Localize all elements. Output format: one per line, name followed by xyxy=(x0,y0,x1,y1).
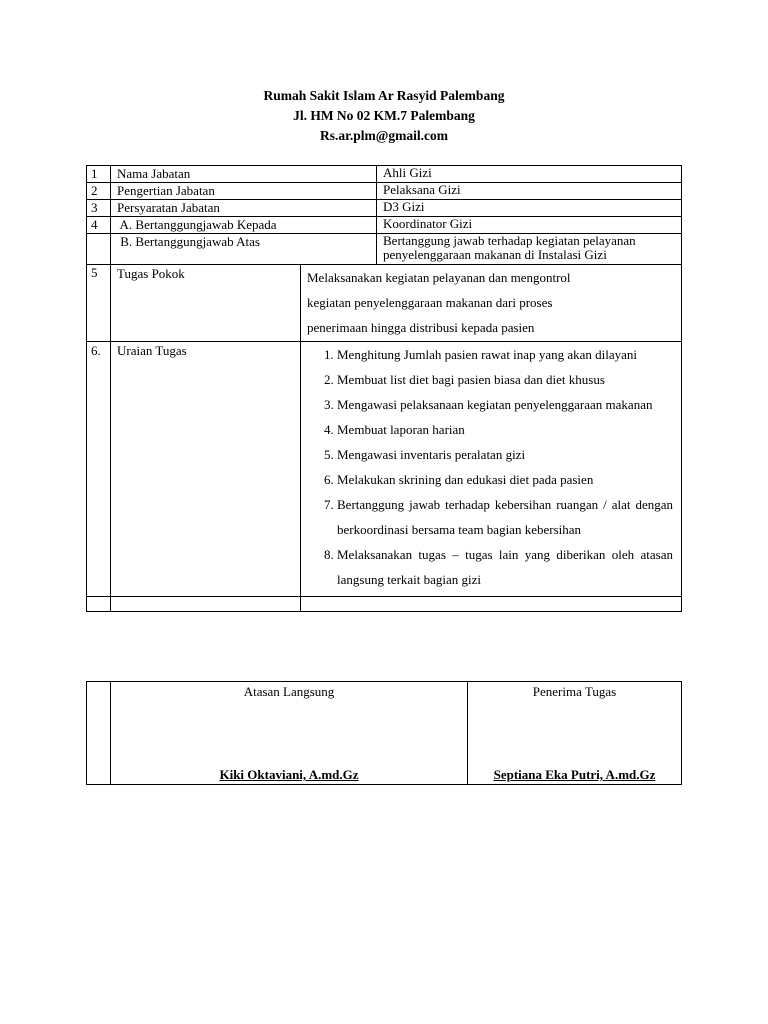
recipient-title: Penerima Tugas xyxy=(532,684,617,699)
empty-cell xyxy=(301,597,682,612)
uraian-tugas-cell xyxy=(301,342,682,597)
table-row xyxy=(87,166,682,183)
list-item: 2. Membuat list diet bagi pasien biasa dan diet khusus xyxy=(337,367,673,392)
row-number: 4 xyxy=(87,217,111,234)
row-value: Pelaksana Gizi xyxy=(377,183,682,200)
row-label: Uraian Tugas xyxy=(111,342,301,597)
row-label: Persyaratan Jabatan xyxy=(111,200,377,217)
row-value: D3 Gizi xyxy=(377,200,682,217)
list-item: 6. Melakukan skrining dan edukasi diet pada pasien xyxy=(337,467,673,492)
tugas-pokok-text xyxy=(301,265,682,342)
row-value: Koordinator Gizi xyxy=(377,217,682,234)
table-row xyxy=(87,183,682,200)
table-row xyxy=(87,200,682,217)
empty-cell xyxy=(111,597,301,612)
signature-table xyxy=(86,681,682,785)
hospital-name: Rumah Sakit Islam Ar Rasyid Palembang xyxy=(263,88,505,103)
recipient-signature-cell xyxy=(468,682,682,785)
row-label: A. Bertanggungjawab Kepada xyxy=(111,217,377,234)
row-value: Bertanggung jawab terhadap kegiatan pelayanan penyelenggaraan makanan di Instalasi Gizi xyxy=(377,234,682,265)
tugas-pokok-line: Melaksanakan kegiatan pelayanan dan mengontrol xyxy=(307,270,571,285)
row-number xyxy=(87,234,111,265)
table-row xyxy=(87,234,682,265)
supervisor-signature-cell xyxy=(111,682,468,785)
row-number: 1 xyxy=(87,166,111,183)
row-label: B. Bertanggungjawab Atas xyxy=(111,234,377,265)
signature-row xyxy=(87,682,682,785)
row-number: 2 xyxy=(87,183,111,200)
row-label: Tugas Pokok xyxy=(111,265,301,342)
supervisor-name: Kiki Oktaviani, A.md.Gz xyxy=(219,767,359,782)
tugas-pokok-line: kegiatan penyelenggaraan makanan dari proses xyxy=(307,295,553,310)
hospital-email: Rs.ar.plm@gmail.com xyxy=(320,128,448,143)
list-item: 4. Membuat laporan harian xyxy=(337,417,673,442)
empty-cell xyxy=(87,597,111,612)
list-item: 5. Mengawasi inventaris peralatan gizi xyxy=(337,442,673,467)
row-number: 6. xyxy=(87,342,111,597)
hospital-address: Jl. HM No 02 KM.7 Palembang xyxy=(293,108,475,123)
list-item: 8. Melaksanakan tugas – tugas lain yang diberikan oleh atasan langsung terkait bagian gizi xyxy=(337,542,673,592)
empty-cell xyxy=(87,682,111,785)
row-label: Pengertian Jabatan xyxy=(111,183,377,200)
table-row-empty xyxy=(87,597,682,612)
list-item: 7. Bertanggung jawab terhadap kebersihan ruangan / alat dengan berkoordinasi bersama team bagian kebersihan xyxy=(337,492,673,542)
row-number: 5 xyxy=(87,265,111,342)
table-row xyxy=(87,217,682,234)
task-list xyxy=(307,342,673,592)
recipient-name: Septiana Eka Putri, A.md.Gz xyxy=(493,767,656,782)
supervisor-title: Atasan Langsung xyxy=(243,684,335,699)
tugas-pokok-line: penerimaan hingga distribusi kepada pasien xyxy=(307,320,535,335)
row-number: 3 xyxy=(87,200,111,217)
row-label: Nama Jabatan xyxy=(111,166,377,183)
row-value: Ahli Gizi xyxy=(377,166,682,183)
document-header xyxy=(0,86,768,146)
list-item: 3. Mengawasi pelaksanaan kegiatan penyelenggaraan makanan xyxy=(337,392,673,417)
job-description-table xyxy=(86,165,682,612)
list-item: 1. Menghitung Jumlah pasien rawat inap yang akan dilayani xyxy=(337,342,673,367)
table-row-uraian-tugas xyxy=(87,342,682,597)
table-row-tugas-pokok xyxy=(87,265,682,342)
